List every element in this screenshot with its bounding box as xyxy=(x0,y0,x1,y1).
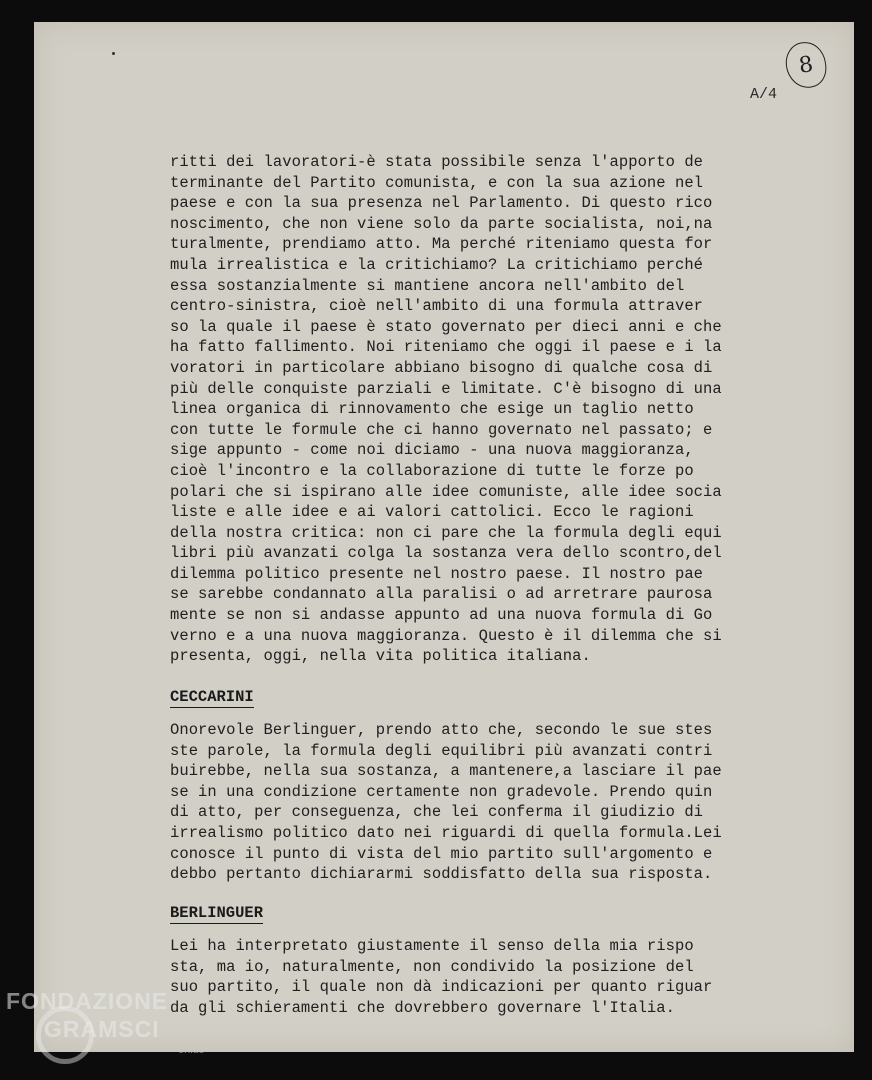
text-line: suo partito, il quale non dà indicazioni per quanto riguar xyxy=(170,978,713,997)
text-line: della nostra critica: non ci pare che la formula degli equi xyxy=(170,523,722,542)
handwritten-page-number: 8 xyxy=(783,39,829,90)
text-line: paese e con la sua presenza nel Parlamento. Di questo rico xyxy=(170,194,713,213)
paragraph-berlinguer-answer xyxy=(170,152,810,667)
text-line: ste parole, la formula degli equilibri più avanzati contri xyxy=(170,741,713,760)
text-line: libri più avanzati colga la sostanza vera dello scontro,del xyxy=(170,544,722,563)
ink-dot xyxy=(112,52,115,55)
text-line: terminante del Partito comunista, e con la sua azione nel xyxy=(170,173,704,192)
text-line: se sarebbe condannato alla paralisi o ad arretrare paurosa xyxy=(170,585,713,604)
text-line: da gli schieramenti che dovrebbero governare l'Italia. xyxy=(170,998,675,1017)
speaker-heading-berlinguer: BERLINGUER xyxy=(170,904,264,922)
watermark-onlus: onlus xyxy=(178,1044,205,1056)
speaker-heading-ceccarini: CECCARINI xyxy=(170,688,254,706)
text-line: polari che si ispirano alle idee comuniste, alle idee socia xyxy=(170,482,722,501)
text-line: di atto, per conseguenza, che lei conferma il giudizio di xyxy=(170,803,704,822)
text-line: presenta, oggi, nella vita politica italiana. xyxy=(170,647,591,666)
watermark-line1: FONDAZIONE xyxy=(6,988,169,1014)
paragraph-berlinguer-reply xyxy=(170,936,810,1018)
text-line: liste e alle idee e ai valori cattolici. Ecco le ragioni xyxy=(170,503,694,522)
text-line: mula irrealistica e la critichiamo? La critichiamo perché xyxy=(170,255,704,274)
text-line: verno e a una nuova maggioranza. Questo è il dilemma che si xyxy=(170,626,722,645)
text-line: conosce il punto di vista del mio partito sull'argomento e xyxy=(170,844,713,863)
text-line: dilemma politico presente nel nostro paese. Il nostro pae xyxy=(170,564,704,583)
text-line: noscimento, che non viene solo da parte socialista, noi,na xyxy=(170,214,713,233)
text-line: voratori in particolare abbiano bisogno di qualche cosa di xyxy=(170,358,713,377)
text-line: sige appunto - come noi diciamo - una nuova maggioranza, xyxy=(170,441,694,460)
text-line: debbo pertanto dichiararmi soddisfatto della sua risposta. xyxy=(170,865,713,884)
text-line: mente se non si andasse appunto ad una nuova formula di Go xyxy=(170,606,713,625)
text-line: linea organica di rinnovamento che esige un taglio netto xyxy=(170,400,694,419)
text-line: sta, ma io, naturalmente, non condivido la posizione del xyxy=(170,957,694,976)
text-line: con tutte le formule che ci hanno governato nel passato; e xyxy=(170,420,713,439)
text-line: turalmente, prendiamo atto. Ma perché riteniamo questa for xyxy=(170,235,713,254)
text-line: so la quale il paese è stato governato per dieci anni e che xyxy=(170,317,722,336)
text-line: ritti dei lavoratori-è stata possibile senza l'apporto de xyxy=(170,153,704,171)
watermark-logo xyxy=(6,984,216,1074)
text-line: se in una condizione certamente non gradevole. Prendo quin xyxy=(170,782,713,801)
text-line: Lei ha interpretato giustamente il senso della mia rispo xyxy=(170,937,694,955)
page-label: A/4 xyxy=(750,86,778,103)
text-line: più delle conquiste parziali e limitate. C'è bisogno di una xyxy=(170,379,722,398)
text-line: ha fatto fallimento. Noi riteniamo che oggi il paese e i la xyxy=(170,338,722,357)
text-line: centro-sinistra, cioè nell'ambito di una formula attraver xyxy=(170,297,704,316)
watermark-line2: GRAMSCI xyxy=(44,1016,160,1042)
paragraph-ceccarini-reply xyxy=(170,720,810,885)
text-line: buirebbe, nella sua sostanza, a mantenere,a lasciare il pae xyxy=(170,762,722,781)
text-line: essa sostanzialmente si mantiene ancora nell'ambito del xyxy=(170,276,685,295)
text-line: cioè l'incontro e la collaborazione di tutte le forze po xyxy=(170,461,694,480)
text-line: irrealismo politico dato nei riguardi di quella formula.Lei xyxy=(170,823,722,842)
text-line: Onorevole Berlinguer, prendo atto che, secondo le sue stes xyxy=(170,721,713,739)
